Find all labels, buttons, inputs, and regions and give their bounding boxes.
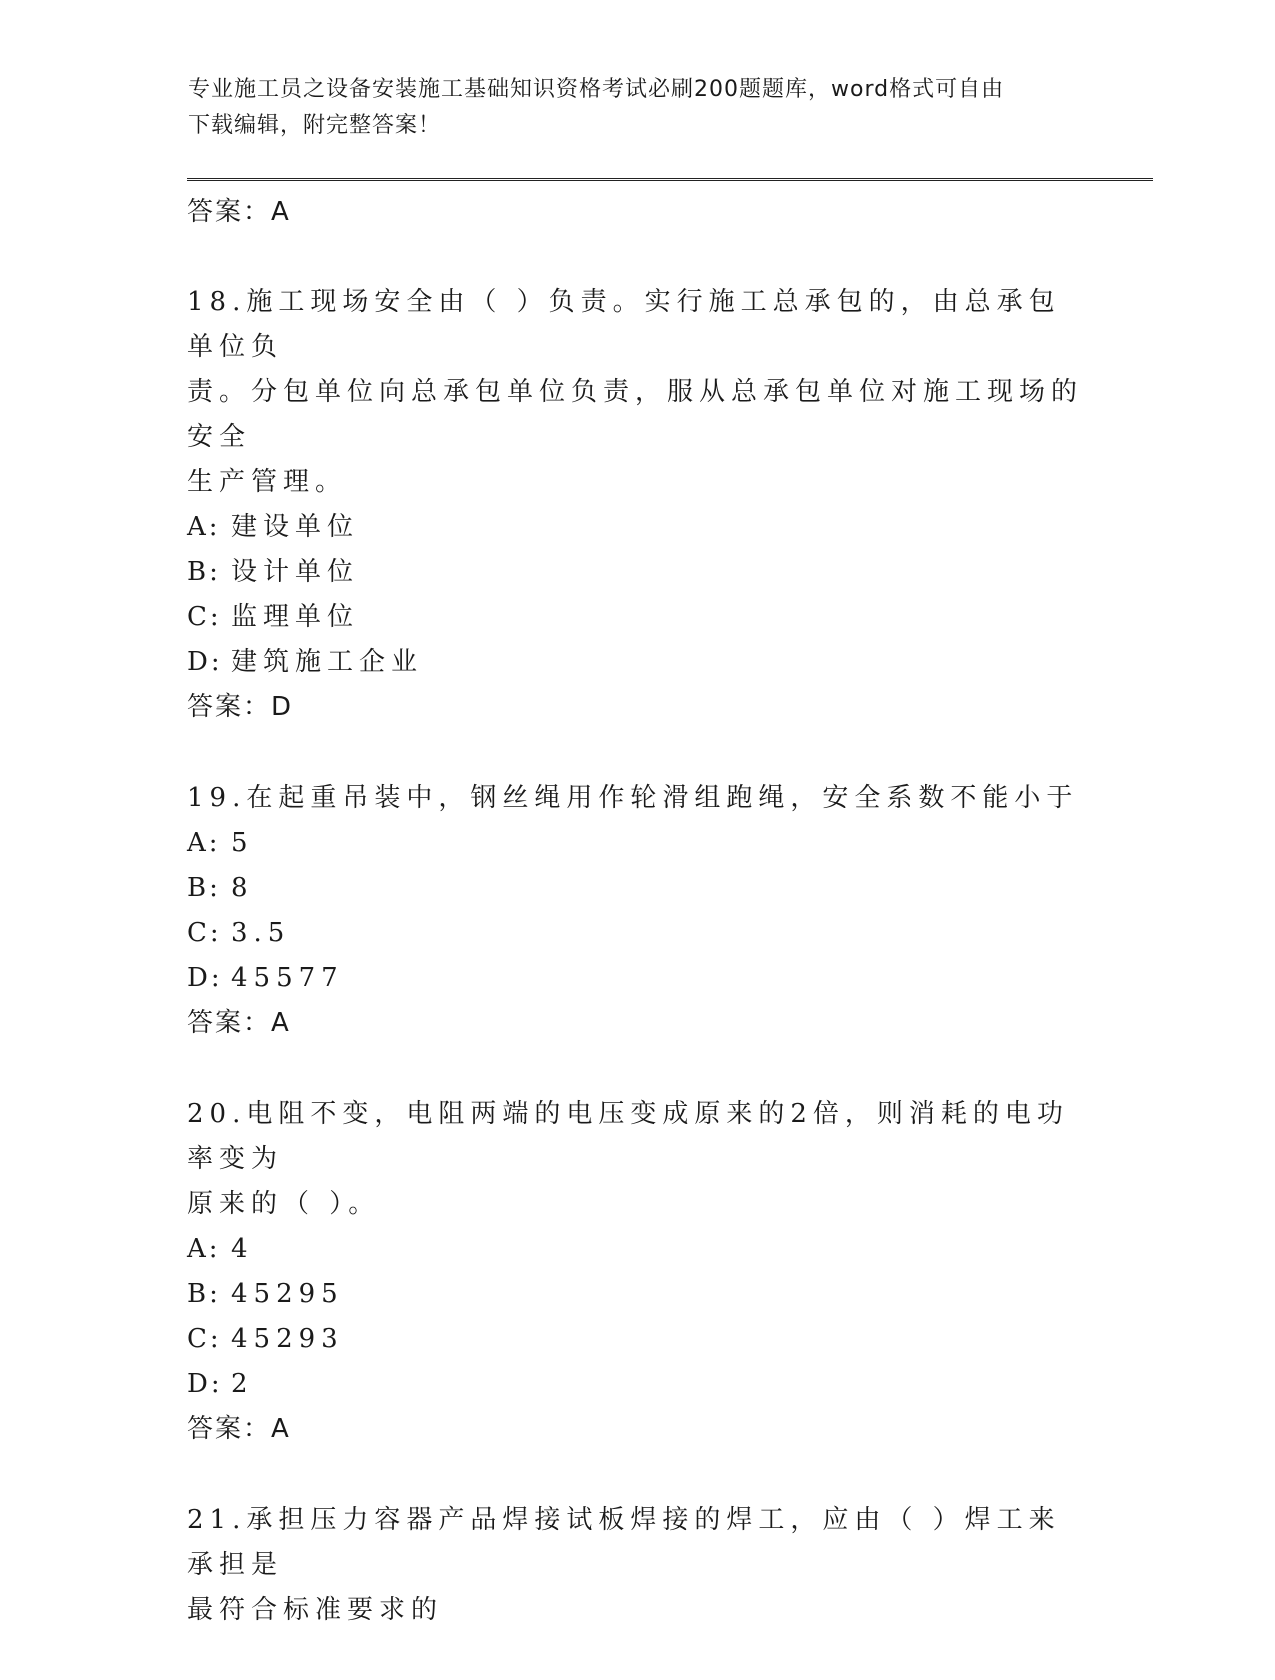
question-text-line: 18.施工现场安全由（ ）负责。实行施工总承包的，由总承包单位负 <box>187 287 1061 362</box>
question-list <box>187 280 1087 1680</box>
option-letter: D: <box>187 1369 223 1399</box>
option-letter: C: <box>187 602 222 632</box>
page-header <box>188 72 1068 144</box>
option-letter: D: <box>187 647 223 677</box>
option-c <box>187 911 1087 956</box>
option-d <box>187 1362 1087 1407</box>
option-text: 3.5 <box>231 918 291 948</box>
question-block <box>187 1498 1087 1633</box>
option-letter: A: <box>187 828 221 858</box>
option-text: 建设单位 <box>231 512 360 542</box>
option-d <box>187 640 1087 685</box>
option-a <box>187 1227 1087 1272</box>
option-d <box>187 956 1087 1001</box>
question-text-line: 原来的（ ）。 <box>187 1189 381 1219</box>
question-text-line: 责。分包单位向总承包单位负责，服从总承包单位对施工现场的安全 <box>187 377 1084 452</box>
option-a <box>187 821 1087 866</box>
option-a <box>187 505 1087 550</box>
option-c <box>187 1317 1087 1362</box>
question-text-line: 19.在起重吊装中，钢丝绳用作轮滑组跑绳，安全系数不能小于 <box>187 783 1079 813</box>
answer-label: 答案：A <box>187 1414 291 1444</box>
option-letter: D: <box>187 963 223 993</box>
option-letter: B: <box>187 873 221 903</box>
option-letter: B: <box>187 557 221 587</box>
answer-label: 答案：A <box>187 197 291 227</box>
answer-label: 答案：A <box>187 1008 291 1038</box>
option-letter: C: <box>187 918 222 948</box>
option-text: 4 <box>231 1234 254 1264</box>
option-letter: C: <box>187 1324 222 1354</box>
option-b <box>187 550 1087 595</box>
question-text-line: 最符合标准要求的 <box>187 1595 444 1625</box>
option-text: 45295 <box>231 1279 344 1309</box>
question-block <box>187 776 1087 1045</box>
option-text: 5 <box>231 828 254 858</box>
option-letter: B: <box>187 1279 221 1309</box>
question-block <box>187 280 1087 729</box>
header-line-1: 专业施工员之设备安装施工基础知识资格考试必刷200题题库，word格式可自由 <box>188 77 1005 102</box>
header-divider <box>187 178 1153 181</box>
option-text: 监理单位 <box>231 602 360 632</box>
option-b <box>187 1272 1087 1317</box>
question-text-line: 21.承担压力容器产品焊接试板焊接的焊工，应由（ ）焊工来承担是 <box>187 1505 1061 1580</box>
option-text: 45577 <box>231 963 344 993</box>
option-text: 建筑施工企业 <box>231 647 424 677</box>
question-text-line: 20.电阻不变，电阻两端的电压变成原来的2倍，则消耗的电功率变为 <box>187 1099 1069 1174</box>
option-text: 8 <box>231 873 254 903</box>
header-line-2: 下载编辑，附完整答案！ <box>188 113 442 138</box>
option-letter: A: <box>187 1234 221 1264</box>
question-block <box>187 1092 1087 1451</box>
question-text-line: 生产管理。 <box>187 467 348 497</box>
option-letter: A: <box>187 512 221 542</box>
option-text: 45293 <box>231 1324 344 1354</box>
option-text: 2 <box>231 1369 254 1399</box>
answer-label: 答案：D <box>187 692 294 722</box>
option-text: 设计单位 <box>231 557 360 587</box>
option-c <box>187 595 1087 640</box>
option-b <box>187 866 1087 911</box>
